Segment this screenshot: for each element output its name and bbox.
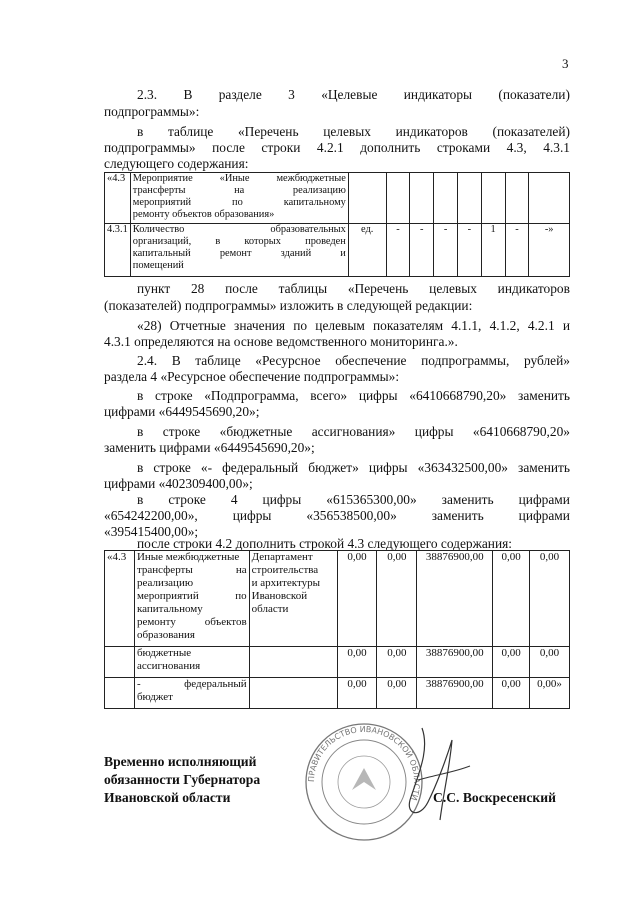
word: цифры [232,508,272,523]
word: «Перечень [347,281,409,296]
para-2-4-line2: раздела 4 «Ресурсное обеспечение подпрограммы»: [104,369,400,384]
word: 3 [288,87,295,102]
para-budget-line2: заменить цифрами «6449545690,20»; [104,440,315,455]
text-line: Департамент [251,551,313,563]
unit-cell [348,173,386,224]
para-2-3-line1 [137,87,570,103]
word: индикаторы [403,87,473,102]
word: заменить [431,508,484,523]
measure-name [134,647,249,678]
value-cell: -» [529,224,570,277]
text-line: обязанности Губернатора [104,772,261,787]
value-cell [386,173,410,224]
row-number: «4.3 [105,173,131,224]
value-cell: - [434,224,458,277]
table-row [105,224,570,277]
amount-cell: 0,00 [377,551,417,647]
text-line: бюджетные [136,647,192,659]
amount-cell: 0,00 [337,678,377,709]
table-row [105,647,570,678]
signatory-name: С.С. Воскресенский [433,790,556,805]
word: таблицы [278,281,328,296]
amount-cell: 0,00 [377,647,417,678]
word: индикаторов [395,124,468,139]
amount-cell: 0,00 [493,647,530,678]
amount-cell: 0,00 [337,551,377,647]
measure-name [134,551,249,647]
word: заменить [441,492,494,507]
text-line: области [251,603,289,615]
para-2-4-line1: 2.4. В таблице «Ресурсное обеспечение подпрограммы, рублей» [137,353,570,368]
signatory-title [104,753,260,807]
table-row [105,173,570,224]
word: индикаторов [497,281,570,296]
para-28-text-line2: 4.3.1 определяются на основе ведомственного мониторинга.». [104,334,458,349]
word: «Перечень [237,124,299,139]
text-line: бюджет [136,691,173,703]
para-row4-line2 [104,508,570,524]
indicators-table [104,172,570,277]
word: 28 [190,281,205,296]
text-line: мероприятий по капитальному [132,197,346,208]
amount-cell: 0,00 [493,551,530,647]
amount-cell: 0,00 [530,551,570,647]
value-cell: - [410,224,434,277]
text-line: и архитектуры [251,577,321,589]
value-cell [505,173,529,224]
value-cell [410,173,434,224]
text-line: ремонту объектов [136,616,247,628]
text-line: Ивановской [251,590,308,602]
word: целевых [429,281,477,296]
text-line: капитальному [136,603,203,615]
executor [249,551,337,647]
text-line: трансферты на [136,564,247,576]
text-line: Мероприятие «Иные межбюджетные [132,173,346,184]
text-line: ремонту объектов образования» [132,209,275,220]
indicator-name [130,173,348,224]
amount-cell: 0,00» [530,678,570,709]
table-row [105,551,570,647]
value-cell: 1 [481,224,505,277]
para-28-text-line1: «28) Отчетные значения по целевым показателям 4.1.1, 4.1.2, 4.2.1 и [137,318,570,333]
word: строке [168,492,206,507]
amount-cell: 0,00 [493,678,530,709]
row-number [105,647,135,678]
word: пункт [137,281,171,296]
text-line: Иные межбюджетные [136,551,240,563]
text-line: помещений [132,260,184,271]
text-line: Ивановской области [104,790,231,805]
text-line: Количество образовательных [132,224,346,235]
word: В [183,87,193,102]
unit-cell: ед. [348,224,386,277]
para-row4-line3: «395415400,00»; [104,524,199,539]
amount-cell: 38876900,00 [417,647,493,678]
value-cell: - [457,224,481,277]
amount-cell: 0,00 [530,647,570,678]
row-number [105,678,135,709]
value-cell [481,173,505,224]
para-federal-line2: цифрами «402309400,00»; [104,476,253,491]
handwritten-signature [400,720,490,830]
word: 2.3. [137,87,158,102]
word: «Целевые [321,87,378,102]
amount-cell: 0,00 [337,647,377,678]
word: цифрами [518,508,570,523]
indicator-name [130,224,348,277]
text-line: Временно исполняющий [104,754,257,769]
word: после [225,281,258,296]
para-budget-line1: в строке «бюджетные ассигнования» цифры «6410668790,20» [137,424,570,439]
text-line: образования [136,629,195,641]
value-cell [434,173,458,224]
executor [249,678,337,709]
para-add-row: после строки 4.2 дополнить строкой 4.3 следующего содержания: [137,536,513,551]
word: «356538500,00» [306,508,397,523]
word: 4 [230,492,238,507]
page-number: 3 [562,56,569,71]
row-number: 4.3.1 [105,224,131,277]
para-p28-line2: (показателей) подпрограммы» изложить в следующей редакции: [104,298,473,313]
word: таблице [167,124,214,139]
table-row [105,678,570,709]
para-table-line1 [137,124,570,140]
word: цифрами [518,492,570,507]
value-cell [457,173,481,224]
para-federal-line1: в строке «- федеральный бюджет» цифры «363432500,00» заменить [137,460,570,475]
text-line: реализацию [136,577,194,589]
amount-cell: 38876900,00 [417,678,493,709]
para-row4-line1 [137,492,570,508]
text-line: капитальный ремонт зданий и [132,248,346,259]
word: «615365300,00» [326,492,417,507]
para-total-line1: в строке «Подпрограмма, всего» цифры «6410668790,20» заменить [137,388,570,403]
seal-text: ПРАВИТЕЛЬСТВО ИВАНОВСКОЙ ОБЛАСТИ [306,724,422,802]
value-cell: - [386,224,410,277]
row-number: «4.3 [105,551,135,647]
word: цифры [262,492,302,507]
word: (показателей) [492,124,570,139]
para-total-line2: цифрами «6449545690,20»; [104,404,260,419]
word: в [137,492,144,507]
word: разделе [218,87,262,102]
value-cell [529,173,570,224]
text-line: мероприятий по [136,590,247,602]
text-line: трансферты на реализацию [132,185,346,196]
para-table-line2: подпрограммы» после строки 4.2.1 дополнить строками 4.3, 4.3.1 [104,140,570,155]
para-table-line3: следующего содержания: [104,156,249,171]
word: (показатели) [498,87,570,102]
value-cell: - [505,224,529,277]
executor [249,647,337,678]
text-line: ассигнования [136,660,201,672]
para-2-3-line2: подпрограммы»: [104,104,200,119]
text-line: - федеральный [136,678,247,690]
text-line: организаций, в которых проведен [132,236,346,247]
word: «654242200,00», [104,508,198,523]
text-line: строительства [251,564,319,576]
word: в [137,124,144,139]
para-p28-line1 [137,281,570,297]
word: целевых [323,124,371,139]
amount-cell: 38876900,00 [417,551,493,647]
amount-cell: 0,00 [377,678,417,709]
resource-table [104,550,570,709]
measure-name [134,678,249,709]
